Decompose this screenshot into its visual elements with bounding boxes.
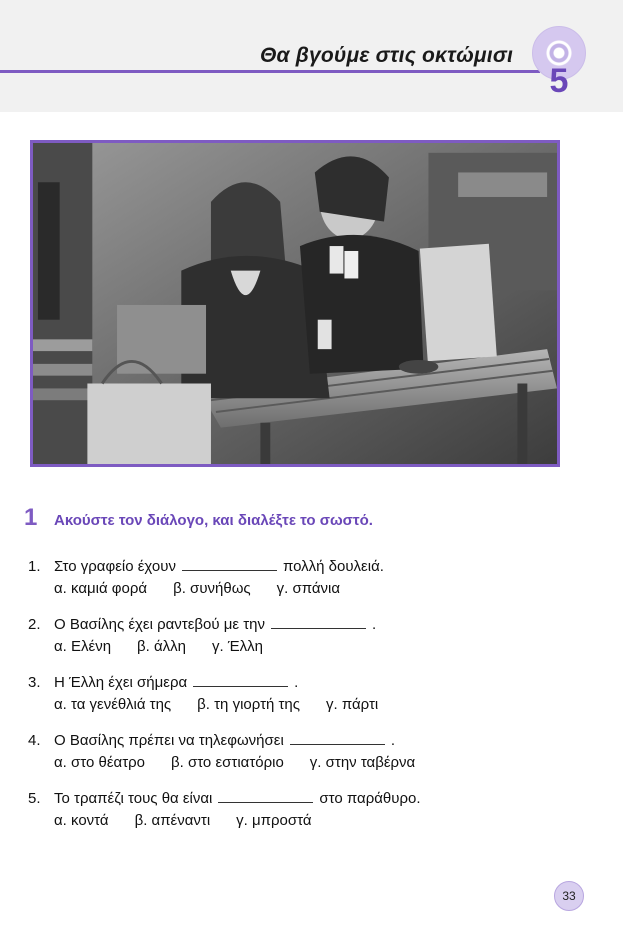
item-text-after: .	[294, 674, 299, 691]
answer-blank[interactable]	[182, 557, 277, 571]
item-number: 4.	[28, 732, 41, 749]
exercise-item	[28, 672, 588, 716]
exercise-item	[28, 556, 588, 600]
option-c[interactable]: γ. σπάνια	[276, 580, 341, 597]
answer-blank[interactable]	[271, 615, 366, 629]
answer-blank[interactable]	[218, 789, 313, 803]
page-number: 33	[554, 881, 584, 911]
answer-blank[interactable]	[193, 673, 288, 687]
item-text-after: πολλή δουλειά.	[282, 558, 384, 575]
item-text-before: Η Έλλη έχει σήμερα	[54, 674, 188, 691]
item-text-after: στο παράθυρο.	[319, 790, 421, 807]
option-a[interactable]: α. τα γενέθλιά της	[54, 696, 172, 713]
option-b[interactable]: β. στο εστιατόριο	[171, 754, 284, 771]
option-a[interactable]: α. καμιά φορά	[54, 580, 148, 597]
chapter-title: Θα βγούμε στις οκτώμισι	[259, 44, 513, 67]
option-c[interactable]: γ. πάρτι	[326, 696, 379, 713]
photo-illustration	[33, 143, 557, 464]
answer-blank[interactable]	[290, 731, 385, 745]
exercise-items	[28, 556, 588, 846]
item-text-before: Το τραπέζι τους θα είναι	[54, 790, 213, 807]
item-text-after: .	[372, 616, 377, 633]
option-a[interactable]: α. στο θέατρο	[54, 754, 145, 771]
option-b[interactable]: β. άλλη	[137, 638, 187, 655]
option-b[interactable]: β. συνήθως	[173, 580, 251, 597]
option-c[interactable]: γ. στην ταβέρνα	[309, 754, 416, 771]
exercise-item	[28, 730, 588, 774]
item-text-before: Στο γραφείο έχουν	[54, 558, 176, 575]
exercise-item	[28, 788, 588, 832]
item-number: 5.	[28, 790, 41, 807]
exercise-instruction: Ακούστε τον διάλογο, και διαλέξτε το σωστό.	[54, 512, 373, 529]
option-b[interactable]: β. τη γιορτή της	[197, 696, 300, 713]
photo-couple-cafe	[30, 140, 560, 467]
item-number: 1.	[28, 558, 41, 575]
item-text-after: .	[390, 732, 395, 749]
item-number: 3.	[28, 674, 41, 691]
header-rule	[0, 70, 540, 73]
option-c[interactable]: γ. Έλλη	[212, 638, 263, 655]
option-b[interactable]: β. απέναντι	[134, 812, 211, 829]
option-a[interactable]: α. κοντά	[54, 812, 109, 829]
item-number: 2.	[28, 616, 41, 633]
option-a[interactable]: α. Ελένη	[54, 638, 112, 655]
exercise-item	[28, 614, 588, 658]
item-text-before: Ο Βασίλης πρέπει να τηλεφωνήσει	[54, 732, 284, 749]
exercise-number: 1	[24, 504, 38, 531]
option-c[interactable]: γ. μπροστά	[236, 812, 312, 829]
chapter-number: 5	[549, 62, 569, 100]
item-text-before: Ο Βασίλης έχει ραντεβού με την	[54, 616, 266, 633]
